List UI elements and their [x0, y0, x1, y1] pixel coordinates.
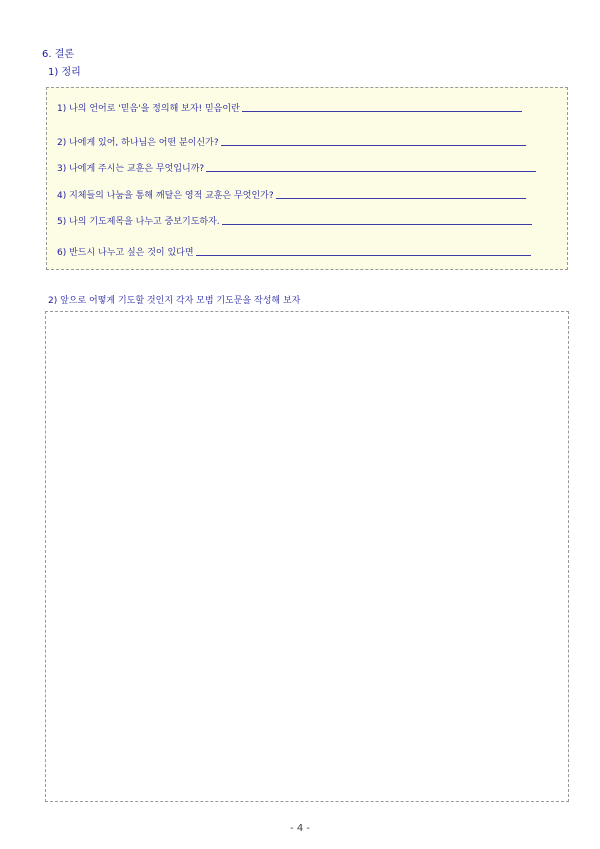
page-number: - 4 - — [290, 823, 310, 834]
question-text: 5) 나의 기도제목을 나누고 중보기도하자. — [57, 217, 220, 227]
question-row — [57, 161, 536, 174]
question-row — [57, 188, 526, 201]
answer-line[interactable] — [221, 144, 526, 146]
question-row — [57, 135, 526, 148]
question-row — [57, 214, 532, 227]
answer-line[interactable] — [222, 223, 532, 225]
question-text: 3) 나에게 주시는 교훈은 무엇입니까? — [57, 164, 205, 174]
section-title: 6. 결론 — [42, 49, 75, 60]
question-text: 4) 지체들의 나눔을 통해 깨달은 영적 교훈은 무엇인가? — [57, 191, 274, 201]
answer-line[interactable] — [276, 197, 526, 199]
question-text: 6) 반드시 나누고 싶은 것이 있다면 — [57, 248, 194, 258]
question-text: 1) 나의 언어로 '믿음'을 정의해 보자! 믿음이란 — [57, 104, 240, 114]
prayer-title: 2) 앞으로 어떻게 기도할 것인지 각자 모범 기도문을 작성해 보자 — [48, 296, 301, 306]
subsection-title: 1) 정리 — [48, 67, 81, 78]
summary-box — [46, 87, 568, 270]
answer-line[interactable] — [196, 254, 531, 256]
question-row — [57, 101, 522, 114]
answer-line[interactable] — [242, 110, 522, 112]
prayer-writing-area[interactable] — [45, 311, 569, 802]
question-row — [57, 245, 531, 258]
question-text: 2) 나에게 있어, 하나님은 어떤 분이신가? — [57, 138, 219, 148]
answer-line[interactable] — [206, 170, 536, 172]
